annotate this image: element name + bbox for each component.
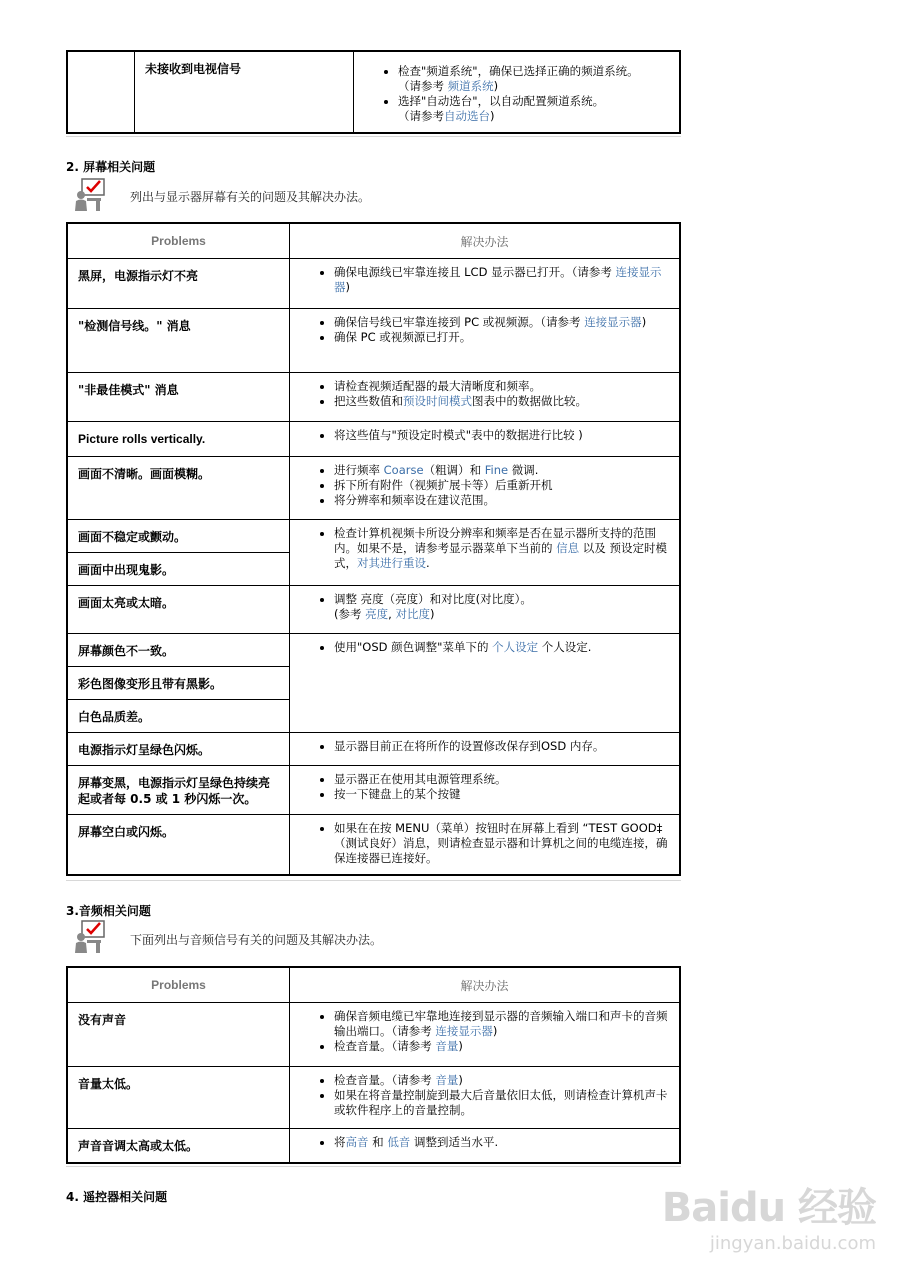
solution-cell xyxy=(290,1067,681,1129)
screen-problems-table xyxy=(66,222,681,876)
solution-item: • 显示器正在使用其电源管理系统。 xyxy=(334,772,669,787)
solution-cell xyxy=(290,1003,681,1067)
solution-text: ) xyxy=(429,607,435,621)
header-solutions: 解决办法 xyxy=(290,967,681,1003)
solution-text: (参考 xyxy=(334,607,366,621)
preset-timing-link[interactable]: 预设时间模式 xyxy=(403,394,472,408)
solution-text: 确保音频电缆已牢靠地连接到显示器的音频输入端口和声卡的音频输出端口。（请参考 xyxy=(334,1009,668,1038)
problem-cell: 黑屏，电源指示灯不亮 xyxy=(67,259,290,309)
solution-cell xyxy=(290,422,681,457)
solution-text: 调整到适当水平. xyxy=(410,1135,499,1149)
solution-text: 调整 亮度（亮度）和对比度(对比度）。 xyxy=(334,592,532,606)
contrast-link[interactable]: 对比度 xyxy=(395,607,430,621)
solution-item xyxy=(334,526,669,571)
problem-cell: 音量太低。 xyxy=(67,1067,290,1129)
solution-cell xyxy=(354,51,681,133)
solution-cell xyxy=(290,634,681,733)
solution-item xyxy=(334,394,669,409)
solution-cell xyxy=(290,309,681,373)
note-icon xyxy=(72,920,112,954)
solution-item: • 如果在在按 MENU（菜单）按钮时在屏幕上看到 “TEST GOOD‡（测试良好）消息，则请检查显示器和计算机之间的电缆连接，确保连接器已连接好。 xyxy=(334,821,669,866)
header-solutions: 解决办法 xyxy=(290,223,681,259)
section-title: 3.音频相关问题 xyxy=(66,904,151,918)
solution-text: ) xyxy=(345,280,350,294)
solution-text: ) xyxy=(641,315,647,329)
solution-item xyxy=(334,265,669,295)
solution-text: 进行频率 xyxy=(334,463,384,477)
problem-cell: 声音音调太高或太低。 xyxy=(67,1129,290,1163)
solution-text: 个人设定. xyxy=(538,640,592,654)
problem-cell: 画面中出现鬼影。 xyxy=(67,553,290,586)
solution-cell xyxy=(290,457,681,520)
coarse-link[interactable]: Coarse xyxy=(383,463,424,477)
divider xyxy=(66,136,681,137)
solution-item xyxy=(334,1009,669,1039)
auto-tuning-link[interactable]: 自动选台 xyxy=(444,109,490,123)
solution-text: ) xyxy=(458,1073,463,1087)
solution-item: • 显示器目前正在将所作的设置修改保存到OSD 内存。 xyxy=(334,739,669,754)
solution-text: , xyxy=(388,607,396,621)
fine-link[interactable]: Fine xyxy=(484,463,509,477)
solution-cell xyxy=(290,733,681,766)
solution-item xyxy=(334,315,669,330)
custom-setting-link[interactable]: 个人设定 xyxy=(492,640,539,654)
solution-text: 图表中的数据做比较。 xyxy=(472,394,587,408)
divider xyxy=(66,1166,681,1167)
reset-link[interactable]: 对其进行重设 xyxy=(357,556,426,570)
solution-item xyxy=(334,463,669,478)
problem-cell: 屏幕变黑，电源指示灯呈绿色持续亮起或者每 0.5 或 1 秒闪烁一次。 xyxy=(67,766,290,815)
solution-item xyxy=(398,94,669,124)
solution-text: （请参考 xyxy=(398,79,448,93)
watermark-url: jingyan.baidu.com xyxy=(709,1233,876,1254)
problem-cell: "检测信号线。" 消息 xyxy=(67,309,290,373)
solution-text: 确保信号线已牢靠连接到 PC 或视频源。（请参考 xyxy=(334,315,585,329)
note-text: 列出与显示器屏幕有关的问题及其解决办法。 xyxy=(130,190,371,204)
solution-item: • 将这些值与"预设定时模式"表中的数据进行比较 ) xyxy=(334,428,669,443)
solution-item xyxy=(334,1135,669,1150)
audio-problems-table xyxy=(66,966,681,1164)
note-icon xyxy=(72,178,112,212)
solution-text: 确保电源线已牢靠连接且 LCD 显示器已打开。（请参考 xyxy=(334,265,616,279)
baidu-watermark xyxy=(662,1176,876,1254)
blank-cell xyxy=(67,51,135,133)
solution-text: 选择"自动选台"，以自动配置频道系统。 xyxy=(398,94,605,108)
tv-signal-table xyxy=(66,50,681,134)
bass-link[interactable]: 低音 xyxy=(387,1135,411,1149)
solution-cell xyxy=(290,1129,681,1163)
problem-cell: 屏幕空白或闪烁。 xyxy=(67,815,290,875)
solution-text: 将 xyxy=(334,1135,346,1149)
solution-text: ) xyxy=(458,1039,463,1053)
solution-text: （请参考 xyxy=(398,109,444,123)
solution-item: • 拆下所有附件（视频扩展卡等）后重新开机 xyxy=(334,478,669,493)
solution-item: • 如果在将音量控制旋到最大后音量依旧太低，则请检查计算机声卡或软件程序上的音量控制。 xyxy=(334,1088,669,1118)
solution-cell xyxy=(290,766,681,815)
solution-text: 使用"OSD 颜色调整"菜单下的 xyxy=(334,640,493,654)
header-problems: Problems xyxy=(67,223,290,259)
section-title: 2. 屏幕相关问题 xyxy=(66,160,156,174)
solution-item xyxy=(334,592,669,622)
problem-cell: 画面不稳定或颤动。 xyxy=(67,520,290,553)
solution-text: . xyxy=(426,556,430,570)
problem-cell: 白色品质差。 xyxy=(67,700,290,733)
solution-text: 把这些数值和 xyxy=(334,394,403,408)
problem-cell: 没有声音 xyxy=(67,1003,290,1067)
solution-cell xyxy=(290,815,681,875)
solution-item: • 请检查视频适配器的最大清晰度和频率。 xyxy=(334,379,669,394)
problem-cell: 画面不清晰。画面模糊。 xyxy=(67,457,290,520)
problem-cell: 电源指示灯呈绿色闪烁。 xyxy=(67,733,290,766)
solution-item xyxy=(334,1073,669,1088)
solution-item: • 将分辨率和频率设在建议范围。 xyxy=(334,493,669,508)
solution-item: • 确保 PC 或视频源已打开。 xyxy=(334,330,669,345)
solution-text: 以及 预设定时模式， xyxy=(334,541,667,570)
solution-cell xyxy=(290,520,681,586)
solution-text: ) xyxy=(492,1024,498,1038)
solution-cell xyxy=(290,373,681,422)
header-problems: Problems xyxy=(67,967,290,1003)
problem-cell: 画面太亮或太暗。 xyxy=(67,586,290,634)
solution-cell xyxy=(290,259,681,309)
problem-cell: Picture rolls vertically. xyxy=(67,422,290,457)
solution-text: 检查音量。（请参考 xyxy=(334,1073,436,1087)
solution-text: 检查"频道系统"，确保已选择正确的频道系统。 xyxy=(398,64,639,78)
connect-monitor-link[interactable]: 连接显示器 xyxy=(334,265,662,294)
problem-cell: 彩色图像变形且带有黑影。 xyxy=(67,667,290,700)
solution-item xyxy=(398,64,669,94)
solution-text: ) xyxy=(493,79,499,93)
solution-text: 和 xyxy=(368,1135,388,1149)
problem-cell xyxy=(135,51,354,133)
treble-link[interactable]: 高音 xyxy=(345,1135,369,1149)
channel-system-link[interactable]: 频道系统 xyxy=(447,79,494,93)
connect-monitor-link[interactable]: 连接显示器 xyxy=(584,315,642,329)
volume-link[interactable]: 音量 xyxy=(435,1073,459,1087)
watermark-brand: Baidu 经验 xyxy=(661,1185,876,1231)
problem-text: 未接收到电视信号 xyxy=(145,62,242,76)
solution-item: • 按一下键盘上的某个按键 xyxy=(334,787,669,802)
section-title: 4. 遥控器相关问题 xyxy=(66,1190,168,1204)
info-link[interactable]: 信息 xyxy=(556,541,580,555)
solution-text: 微调. xyxy=(508,463,539,477)
solution-item xyxy=(334,640,669,655)
solution-text: 检查计算机视频卡所设分辨率和频率是否在显示器所支持的范围内。如果不是，请参考显示器菜单下当前的 xyxy=(334,526,656,555)
solution-item xyxy=(334,1039,669,1054)
solution-text: ) xyxy=(490,109,495,123)
solution-cell xyxy=(290,586,681,634)
connect-monitor-link[interactable]: 连接显示器 xyxy=(435,1024,493,1038)
solution-text: 检查音量。（请参考 xyxy=(334,1039,436,1053)
problem-cell: 屏幕颜色不一致。 xyxy=(67,634,290,667)
brightness-link[interactable]: 亮度 xyxy=(365,607,389,621)
divider xyxy=(66,880,681,881)
solution-text: （粗调）和 xyxy=(423,463,485,477)
note-text: 下面列出与音频信号有关的问题及其解决办法。 xyxy=(130,933,383,947)
volume-link[interactable]: 音量 xyxy=(435,1039,459,1053)
problem-cell: "非最佳模式" 消息 xyxy=(67,373,290,422)
